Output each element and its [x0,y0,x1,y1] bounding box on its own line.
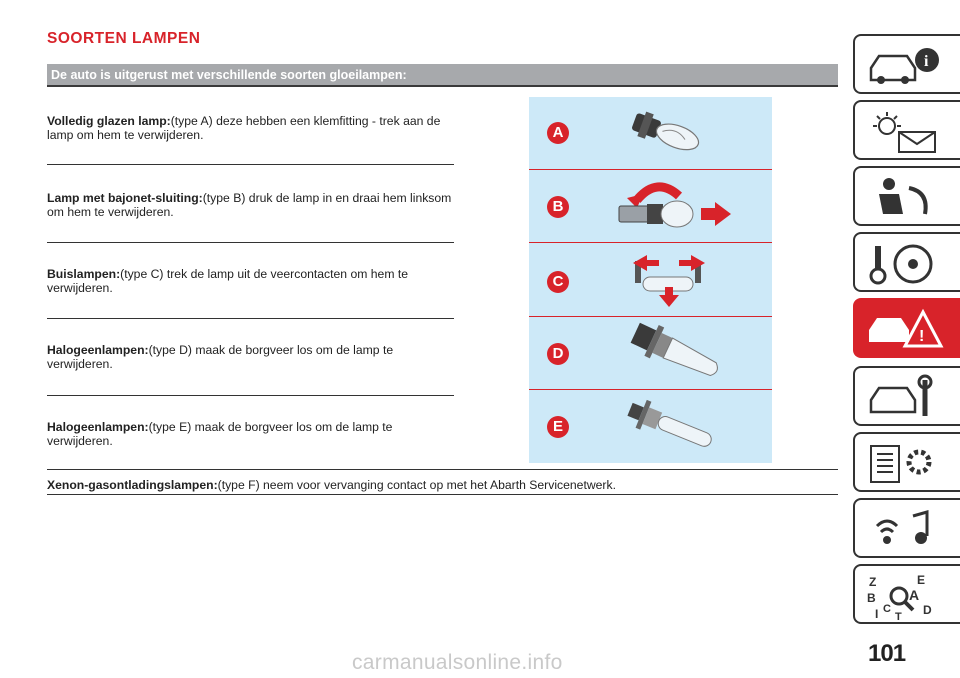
row-label: Xenon-gasontladingslampen: [47,478,218,492]
divider [47,494,838,495]
row-text: (type D) maak de borgveer los om de lamp te verwijderen. [47,343,394,371]
section-subheader: De auto is uitgerust met verschillende soorten gloeilampen: [47,64,838,87]
alphabetical-index-icon [865,572,945,620]
lamp-cell-b [529,170,772,242]
lamp-cell-a [529,97,772,169]
tab-technical-data[interactable] [853,432,960,492]
tab-warning-lights[interactable] [853,100,960,160]
divider [47,242,454,243]
tab-car-info[interactable] [853,34,960,94]
tubular-bulb-icon [629,247,709,311]
tab-starting-driving[interactable] [853,232,960,292]
row-text: (type C) trek de lamp uit de veercontacten om hem te verwijderen. [47,267,409,295]
index-letter: T [895,611,902,620]
divider [47,395,454,396]
row-text: (type B) druk de lamp in en draai hem linksom om hem te verwijderen. [47,191,452,219]
lamp-type-e-text [47,421,452,448]
index-letter: C [883,603,891,615]
xenon-lamp-text [47,478,616,492]
lamp-type-b-text [47,192,452,219]
page-number: 101 [868,640,906,667]
lamp-illustration-panel [529,97,772,463]
lamp-type-d-text [47,344,452,371]
divider [47,164,454,165]
row-label: Lamp met bajonet-sluiting: [47,191,203,205]
tab-safety[interactable] [853,166,960,226]
car-info-icon [865,42,945,90]
page-title: SOORTEN LAMPEN [47,30,201,47]
halogen-h1-bulb-icon [619,396,729,456]
svg-text:!: ! [919,328,925,345]
bayonet-bulb-icon [607,174,737,238]
halogen-h4-bulb-icon [621,321,741,385]
tab-multimedia[interactable] [853,498,960,558]
tab-emergency[interactable] [853,298,960,358]
letter-badge-c: C [547,271,569,293]
tab-maintenance[interactable] [853,366,960,426]
index-letter: E [917,573,926,587]
letter-badge-a: A [547,122,569,144]
car-wrench-icon [865,374,945,422]
key-steering-wheel-icon [865,240,945,288]
row-label: Halogeenlampen: [47,343,149,357]
row-label: Buislampen: [47,267,121,281]
specifications-gear-icon [865,440,945,488]
divider [47,318,454,319]
row-label: Volledig glazen lamp: [47,114,171,128]
index-letter: D [923,603,932,617]
index-letter: B [867,591,876,605]
letter-badge-e: E [547,416,569,438]
car-breakdown-warning-icon [865,306,945,354]
watermark-text: carmanualsonline.info [352,651,563,674]
divider [47,469,838,470]
warning-light-envelope-icon [865,108,945,156]
index-letter: I [875,607,879,620]
row-text: (type A) deze hebben een klemfitting - trek aan de lamp om hem te verwijderen. [47,114,441,142]
row-text: (type E) maak de borgveer los om de lamp te verwijderen. [47,420,393,448]
index-letter: Z [869,575,877,589]
lamp-cell-d [529,317,772,389]
svg-text:i: i [924,53,929,70]
lamp-cell-c [529,243,772,315]
index-letter: A [909,587,920,603]
lamp-cell-e [529,390,772,463]
tab-index[interactable] [853,564,960,624]
multimedia-music-icon [865,506,945,554]
seat-airbag-icon [865,174,945,222]
row-text: (type F) neem voor vervanging contact op met het Abarth Servicenetwerk. [217,478,616,492]
letter-badge-b: B [547,196,569,218]
lamp-type-a-text [47,115,452,142]
letter-badge-d: D [547,343,569,365]
row-label: Halogeenlampen: [47,420,149,434]
lamp-type-c-text [47,268,452,295]
glass-wedge-bulb-icon [614,105,714,161]
